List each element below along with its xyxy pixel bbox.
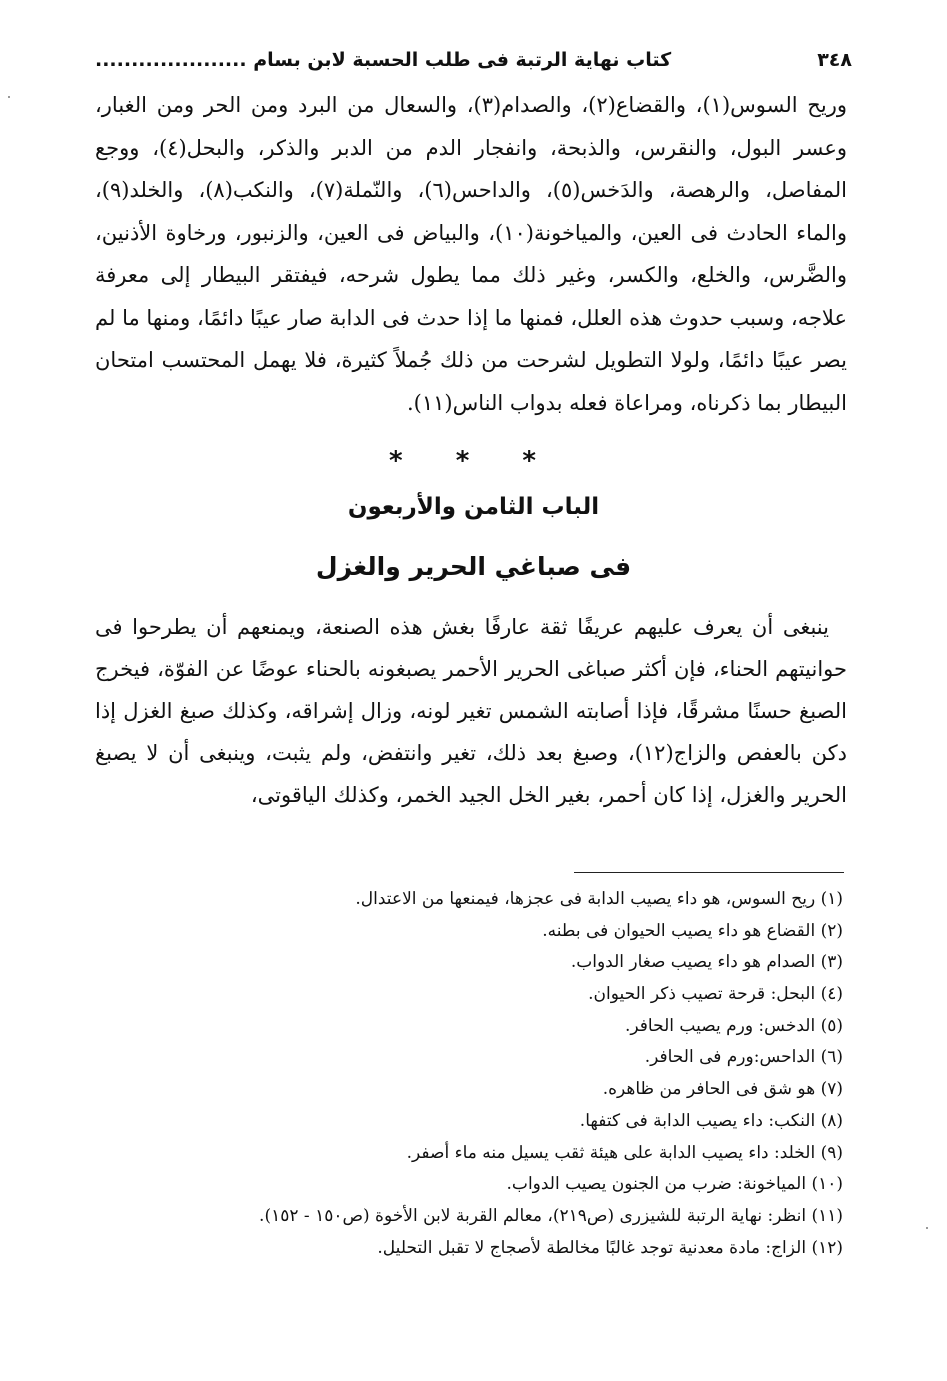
scan-speck xyxy=(926,1227,928,1229)
footnote-item: (١٠) المياخونة: ضرب من الجنون يصيب الدواب. xyxy=(506,1174,843,1195)
chapter-paragraph: ينبغى أن يعرف عليهم عريفًا ثقة عارفًا بغش هذه الصنعة، ويمنعهم أن يطرحوا فى حوانيتهم الحناء، فإن أكثر صباغى الحرير الأحمر يصبغونه بالحناء عوضًا عن الفوّة، فيخرج الصبغ حسنًا مشرقًا، فإذا أصابته الشمس تغير لونه، وزال إشراقه، وكذلك صبغ الغزل إذا دكن بالعفص والزاج(١٢)، وصبغ بعد ذلك، تغير وانتفض، ولم يثبت، وينبغى أن لا يصبغ الحرير والغزل، إذا كان أحمر، بغير الخل الجيد الخمر، وكذلك الياقوتى، xyxy=(95,615,847,807)
footnote-item: (١) ريح السوس، هو داء يصيب الدابة فى عجزها، فيمنعها من الاعتدال. xyxy=(355,889,843,909)
chapter-heading: الباب الثامن والأربعون xyxy=(347,494,600,520)
section-separator: * * * xyxy=(389,446,558,476)
footnote-item: (١٢) الزاج: مادة معدنية توجد غالبًا مخالطة لأصجاج لا تقبل التحليل. xyxy=(377,1237,843,1258)
footnote-item: (١١) انظر: نهاية الرتبة للشيزرى (ص٢١٩)، معالم القربة لابن الأخوة (ص١٥٠ - ١٥٢). xyxy=(259,1205,843,1226)
footnote-item: (٥) الدخس: ورم يصيب الحافر. xyxy=(625,1015,843,1036)
chapter-subheading: فى صباغي الحرير والغزل xyxy=(315,552,632,581)
main-text-block xyxy=(95,84,847,424)
footnote-item: (٦) الداحس:ورم فى الحافر. xyxy=(644,1047,843,1068)
page-header xyxy=(95,42,852,78)
footnotes-list xyxy=(95,884,843,1264)
footnote-item: (٩) الخلد: داء يصيب الدابة على هيئة ثقب يسيل منه ماء أصفر. xyxy=(406,1142,843,1163)
footnote-item: (٤) البحل: قرحة تصيب ذكر الحيوان. xyxy=(588,984,843,1005)
footnote-item: (٢) القضاع هو داء يصيب الحيوان فى بطنه. xyxy=(542,920,843,941)
running-title: كتاب نهاية الرتبة فى طلب الحسبة لابن بسام ..................... xyxy=(95,49,672,71)
chapter-text-block xyxy=(95,606,847,816)
page-number: ٣٤٨ xyxy=(817,49,852,71)
footnote-rule xyxy=(574,872,844,873)
body-paragraph: وريح السوس(١)، والقضاع(٢)، والصدام(٣)، والسعال من البرد ومن الحر ومن الغبار، وعسر البول، والنقرس، والذبحة، وانفجار الدم من الدبر والذكر، والبحل(٤)، ووجع المفاصل، والرهصة، والدَخس(٥)، والداحس(٦)، والنّملة(٧)، والنكب(٨)، والخلد(٩)، والماء الحادث فى العين، والمياخونة(١٠)، والبياض فى العين، والزنبور، ورخاوة الأذنين، والضَّرس، والخلع، والكسر، وغير ذلك مما يطول شرحه، فيفتقر البيطار إلى معرفة علاجه، وسبب حدوث هذه العلل، فمنها ما إذا حدث فى الدابة صار عيبًا دائمًا، ومنها ما لم يصر عيبًا دائمًا، ولولا التطويل لشرحت من ذلك جُملاً كثيرة، فلا يهمل المحتسب امتحان البيطار بما ذكرناه، ومراعاة فعله بدواب الناس(١١). xyxy=(95,93,848,415)
scan-speck xyxy=(8,96,10,98)
footnote-item: (٧) هو شق فى الحافر من ظاهره. xyxy=(602,1079,843,1100)
footnote-item: (٨) النكب: داء يصيب الدابة فى كتفها. xyxy=(579,1110,843,1131)
footnote-item: (٣) الصدام هو داء يصيب صغار الدواب. xyxy=(570,952,843,973)
